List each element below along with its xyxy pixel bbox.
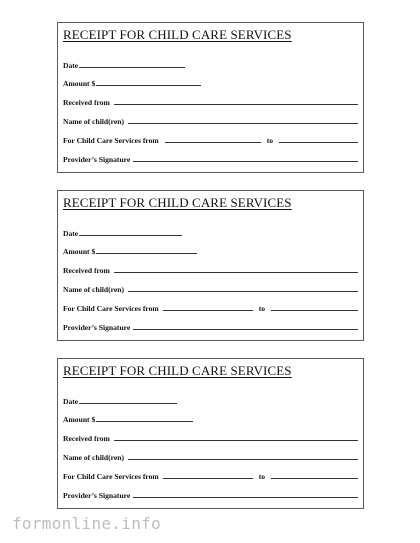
- amount-label: Amount $: [63, 247, 96, 256]
- amount-field[interactable]: [96, 85, 201, 86]
- signature-label: Provider’s Signature: [63, 155, 131, 164]
- receipt-title: RECEIPT FOR CHILD CARE SERVICES: [63, 363, 292, 378]
- service-from-field[interactable]: [163, 310, 253, 311]
- service-period-row: [63, 469, 358, 481]
- received-from-field[interactable]: [114, 104, 358, 105]
- service-to-field[interactable]: [279, 142, 358, 143]
- amount-row: [63, 76, 358, 88]
- to-label: to: [258, 304, 266, 313]
- receipt-form-1: [57, 22, 364, 173]
- received-from-label: Received from: [63, 434, 110, 443]
- receipt-form-2: [57, 190, 364, 341]
- received-from-row: [63, 263, 358, 275]
- service-period-label: For Child Care Services from: [63, 304, 159, 313]
- date-label: Date: [63, 229, 79, 238]
- service-period-label: For Child Care Services from: [63, 136, 159, 145]
- amount-field[interactable]: [96, 253, 197, 254]
- amount-label: Amount $: [63, 415, 96, 424]
- site-watermark: formonline.info: [12, 514, 161, 533]
- to-label: to: [266, 136, 274, 145]
- date-field[interactable]: [79, 235, 182, 236]
- received-from-label: Received from: [63, 98, 110, 107]
- received-from-label: Received from: [63, 266, 110, 275]
- amount-row: [63, 412, 358, 424]
- signature-label: Provider’s Signature: [63, 323, 131, 332]
- receipt-title: RECEIPT FOR CHILD CARE SERVICES: [63, 27, 292, 42]
- service-from-field[interactable]: [163, 478, 253, 479]
- child-names-field[interactable]: [128, 291, 358, 292]
- child-names-row: [63, 114, 358, 126]
- amount-label: Amount $: [63, 79, 96, 88]
- service-to-field[interactable]: [271, 478, 358, 479]
- signature-field[interactable]: [133, 161, 358, 162]
- amount-field[interactable]: [96, 421, 193, 422]
- child-names-row: [63, 450, 358, 462]
- signature-label: Provider’s Signature: [63, 491, 131, 500]
- child-names-row: [63, 282, 358, 294]
- received-from-field[interactable]: [114, 272, 358, 273]
- receipt-form-3: [57, 358, 364, 509]
- service-period-row: [63, 301, 358, 313]
- date-field[interactable]: [79, 67, 185, 68]
- signature-field[interactable]: [133, 497, 358, 498]
- date-row: [63, 226, 358, 238]
- amount-row: [63, 244, 358, 256]
- received-from-row: [63, 431, 358, 443]
- service-period-row: [63, 133, 358, 145]
- signature-row: [63, 320, 358, 332]
- received-from-field[interactable]: [114, 440, 358, 441]
- child-names-label: Name of child(ren): [63, 117, 125, 126]
- date-label: Date: [63, 397, 79, 406]
- child-names-field[interactable]: [128, 123, 358, 124]
- service-from-field[interactable]: [165, 142, 261, 143]
- signature-row: [63, 152, 358, 164]
- child-names-label: Name of child(ren): [63, 285, 125, 294]
- date-row: [63, 58, 358, 70]
- received-from-row: [63, 95, 358, 107]
- child-names-field[interactable]: [128, 459, 358, 460]
- service-period-label: For Child Care Services from: [63, 472, 159, 481]
- child-names-label: Name of child(ren): [63, 453, 125, 462]
- receipt-title: RECEIPT FOR CHILD CARE SERVICES: [63, 195, 292, 210]
- signature-field[interactable]: [133, 329, 358, 330]
- signature-row: [63, 488, 358, 500]
- date-label: Date: [63, 61, 79, 70]
- service-to-field[interactable]: [271, 310, 358, 311]
- date-field[interactable]: [79, 403, 177, 404]
- to-label: to: [258, 472, 266, 481]
- date-row: [63, 394, 358, 406]
